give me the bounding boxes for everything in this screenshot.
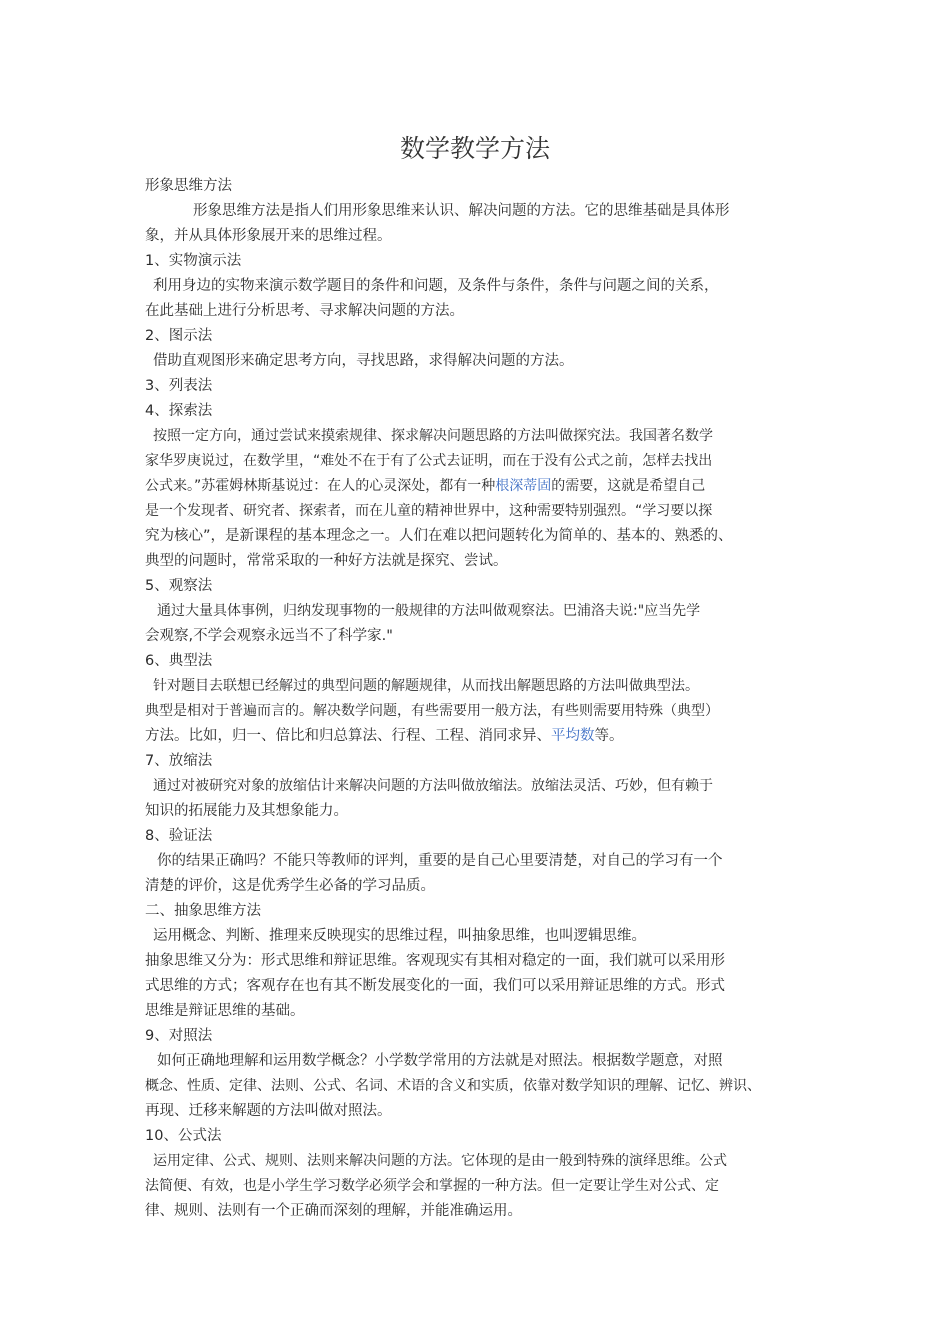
- section-heading: 形象思维方法: [145, 178, 232, 194]
- paragraph-line: 你的结果正确吗？不能只等教师的评判，重要的是自己心里要清楚，对自己的学习有一个: [157, 853, 723, 869]
- paragraph-line: 是一个发现者、研究者、探索者，而在儿童的精神世界中，这种需要特别强烈。“学习要以探: [145, 503, 713, 519]
- paragraph-line: 运用定律、公式、规则、法则来解决问题的方法。它体现的是由一般到特殊的演绎思维。公式: [153, 1153, 727, 1169]
- text-segment: 公式来。”苏霍姆林斯基说过：在人的心灵深处，都有一种: [145, 478, 496, 494]
- section-heading: 1、实物演示法: [145, 253, 242, 269]
- paragraph-line: 借助直观图形来确定思考方向，寻找思路，求得解决问题的方法。: [153, 353, 574, 369]
- paragraph-line: 思维是辩证思维的基础。: [145, 1003, 305, 1019]
- paragraph-line: 式思维的方式；客观存在也有其不断发展变化的一面，我们可以采用辩证思维的方式。形式: [145, 978, 725, 994]
- paragraph-line: 按照一定方向，通过尝试来摸索规律、探求解决问题思路的方法叫做探究法。我国著名数学: [153, 428, 713, 444]
- text-segment: 方法。比如，归一、倍比和归总算法、行程、工程、消同求异、: [145, 728, 551, 744]
- text-segment: 等。: [594, 728, 624, 744]
- term-link[interactable]: 根深蒂固: [495, 478, 552, 494]
- paragraph-line: 典型的问题时，常常采取的一种好方法就是探究、尝试。: [145, 553, 508, 569]
- section-heading: 3、列表法: [145, 378, 213, 394]
- paragraph-line: 再现、迁移来解题的方法叫做对照法。: [145, 1103, 392, 1119]
- section-heading: 2、图示法: [145, 328, 213, 344]
- paragraph-line: 利用身边的实物来演示数学题目的条件和问题，及条件与条件，条件与问题之间的关系，: [153, 278, 719, 294]
- paragraph-line: 象，并从具体形象展开来的思维过程。: [145, 228, 392, 244]
- paragraph-line: 通过对被研究对象的放缩估计来解决问题的方法叫做放缩法。放缩法灵活、巧妙，但有赖于: [153, 778, 713, 794]
- section-heading: 6、典型法: [145, 653, 213, 669]
- paragraph-line: 在此基础上进行分析思考、寻求解决问题的方法。: [145, 303, 464, 319]
- section-heading: 7、放缩法: [145, 753, 213, 769]
- paragraph-line: 律、规则、法则有一个正确而深刻的理解，并能准确运用。: [145, 1203, 522, 1219]
- paragraph-line: 会观察,不学会观察永远当不了科学家.": [145, 628, 393, 644]
- paragraph-line: [145, 724, 810, 749]
- paragraph-line: 究为核心”，是新课程的基本理念之一。人们在难以把问题转化为简单的、基本的、熟悉的、: [145, 528, 733, 544]
- paragraph-line: 抽象思维又分为：形式思维和辩证思维。客观现实有其相对稳定的一面，我们就可以采用形: [145, 953, 725, 969]
- paragraph-line: 法简便、有效，也是小学生学习数学必须学会和掌握的一种方法。但一定要让学生对公式、定: [145, 1178, 719, 1194]
- section-heading: 10、公式法: [145, 1128, 222, 1144]
- section-heading: 二、抽象思维方法: [145, 903, 261, 919]
- paragraph-line: 概念、性质、定律、法则、公式、名词、术语的含义和实质，依靠对数学知识的理解、记忆、辨识、: [145, 1078, 761, 1094]
- paragraph-line: 清楚的评价，这是优秀学生必备的学习品质。: [145, 878, 435, 894]
- section-heading: 8、验证法: [145, 828, 213, 844]
- paragraph-line: 运用概念、判断、推理来反映现实的思维过程，叫抽象思维，也叫逻辑思维。: [153, 928, 646, 944]
- section-heading: 5、观察法: [145, 578, 213, 594]
- paragraph-line: 形象思维方法是指人们用形象思维来认识、解决问题的方法。它的思维基础是具体形: [193, 203, 730, 219]
- text-segment: 的需要，这就是希望自己: [551, 478, 706, 494]
- document-title: 数学教学方法: [399, 134, 550, 163]
- document-body: [145, 174, 810, 1224]
- term-link[interactable]: 平均数: [551, 728, 595, 744]
- paragraph-line: 知识的拓展能力及其想象能力。: [145, 803, 348, 819]
- paragraph-line: 如何正确地理解和运用数学概念？小学数学常用的方法就是对照法。根据数学题意，对照: [157, 1053, 723, 1069]
- paragraph-line: 针对题目去联想已经解过的典型问题的解题规律，从而找出解题思路的方法叫做典型法。: [153, 678, 699, 694]
- paragraph-line: 家华罗庚说过，在数学里，“难处不在于有了公式去证明，而在于没有公式之前，怎样去找出: [145, 453, 713, 469]
- section-heading: 4、探索法: [145, 403, 213, 419]
- section-heading: 9、对照法: [145, 1028, 213, 1044]
- paragraph-line: 通过大量具体事例，归纳发现事物的一般规律的方法叫做观察法。巴浦洛夫说:"应当先学: [157, 603, 701, 619]
- paragraph-line: 典型是相对于普遍而言的。解决数学问题，有些需要用一般方法，有些则需要用特殊（典型）: [145, 703, 719, 719]
- paragraph-line: [145, 474, 810, 499]
